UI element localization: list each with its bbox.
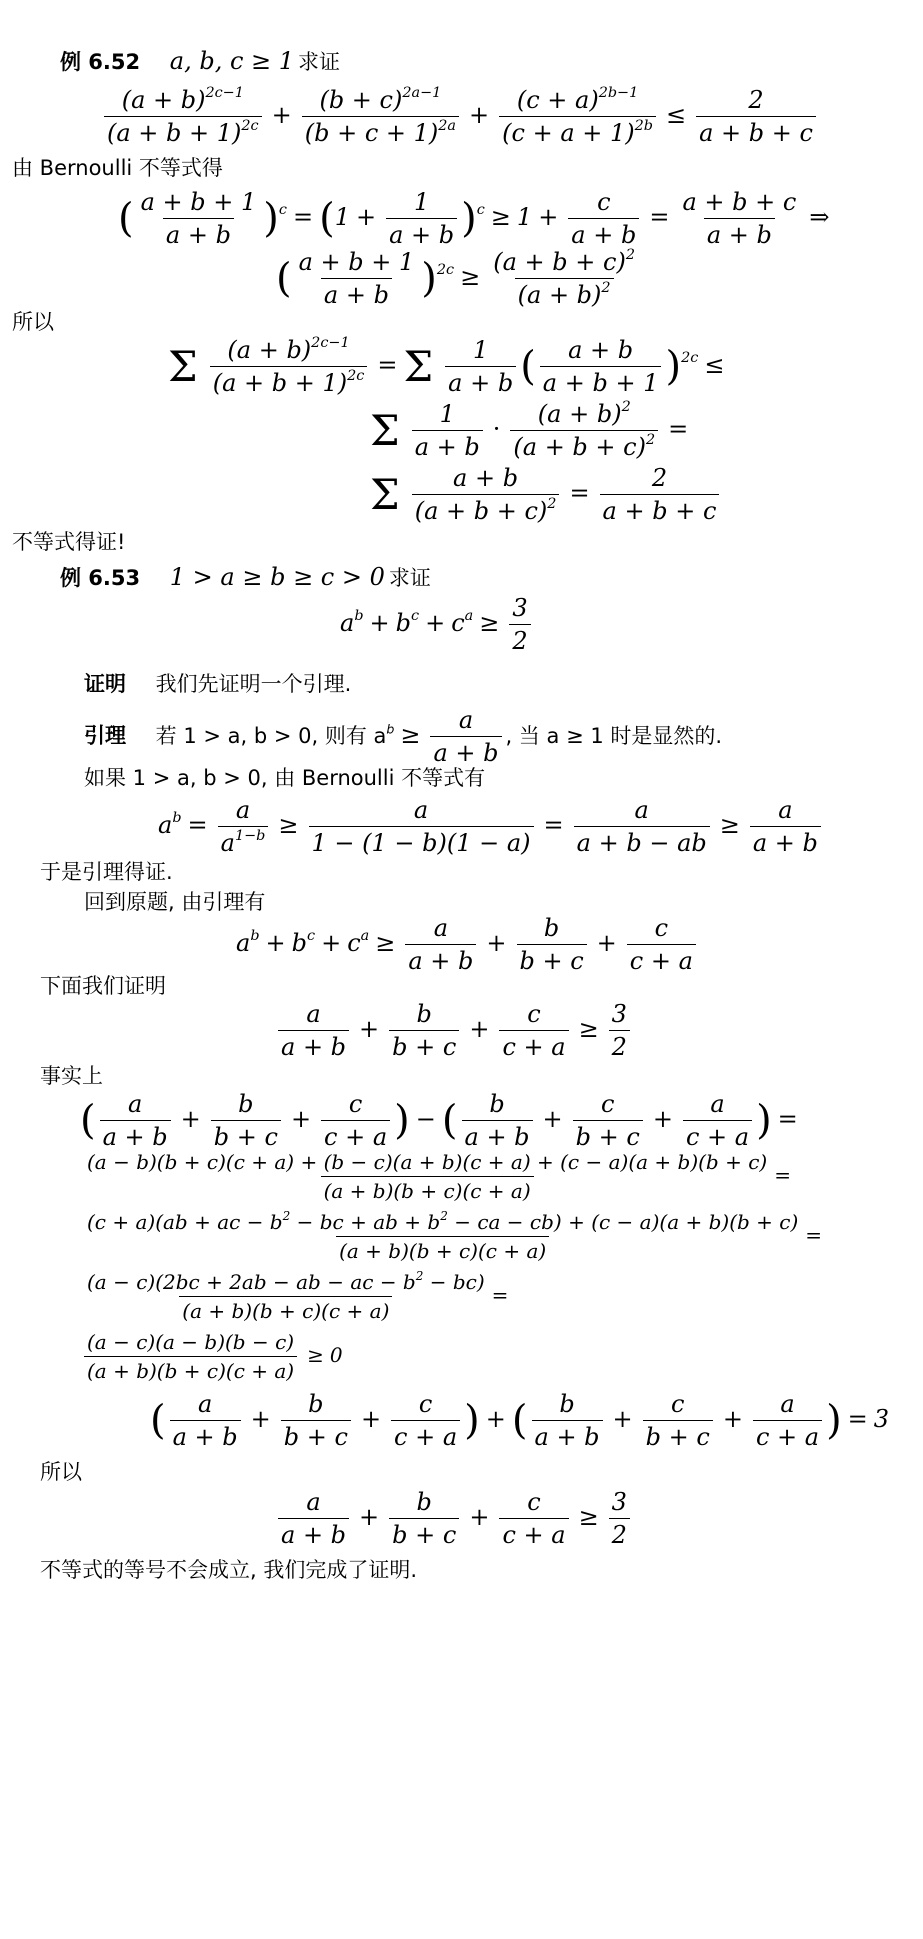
difference-equation-5: $\frac{(a - c)(a - b)(b - c)}{(a + b)(b + c)(c + a)}$ ≥ 0 <box>80 1330 343 1383</box>
if-text: 如果 1 > a, b > 0, 由 Bernoulli 不等式有 <box>84 766 486 790</box>
proved-text-1: 不等式得证! <box>12 530 126 554</box>
example-condition-2: 1 > a ≥ b ≥ c > 0 <box>169 563 385 591</box>
sum-three-equation: ( $\frac{a}{a + b}$ + $\frac{b}{b + c}$ + $\frac{c}{c + a}$ ) + ( $\frac{b}{a + b}$ + $\frac{c}{b + c}$ + $\frac{a}{c + a}$ ) = 3 <box>150 1390 890 1451</box>
apply-lemma-equation: $a^b + b^c + c^a$ ≥ $\frac{a}{a + b}$ + $\frac{b}{b + c}$ + $\frac{c}{c + a}$ <box>236 914 700 975</box>
problem-statement-equation: $\frac{(a + b)^{2c-1}}{(a + b + 1)^{2c}}$ + $\frac{(b + c)^{2a-1}}{(b + c + 1)^{2a}}$ + $\frac{(c + a)^{2b-1}}{(c + a + 1)^{2b}}$ ≤ $\frac{2}{a + b + c}$ <box>100 86 820 147</box>
lemma-post: , 当 a ≥ 1 时是显然的. <box>505 723 723 748</box>
proof-text: 我们先证明一个引理. <box>155 672 352 696</box>
example-6-52-heading <box>60 46 340 76</box>
proof-label: 证明 <box>84 672 126 696</box>
therefore-label-1: 所以 <box>12 310 54 334</box>
difference-equation-2: (a − b)(b + c)(c + a) + (b − c)(a + b)(c + a) + (c − a)(a + b)(b + c) (a + b)(b + c)(c + a) = <box>87 1150 791 1203</box>
sum-equation-3: Σ $\frac{a + b}{(a + b + c)^2}$ = $\frac{2}{a + b + c}$ <box>370 464 723 525</box>
therefore-label-2: 所以 <box>40 1460 82 1484</box>
example-label-2: 例 6.53 <box>60 566 141 590</box>
lemma-label: 引理 <box>84 723 126 748</box>
back-text: 回到原题, 由引理有 <box>84 890 266 914</box>
example-ask: 求证 <box>298 50 341 74</box>
fact-text: 事实上 <box>40 1064 103 1088</box>
difference-equation-3: (c + a)(ab + ac − $b^2$ − bc + ab + $b^2$ − ca − cb) + (c − a)(a + b)(b + c) (a + b)(b + c)(c + a) = <box>87 1209 823 1263</box>
difference-equation-4: $\frac{(a - c)(2bc + 2ab - ab - ac - b^2 - bc)}{(a + b)(b + c)(c + a)}$ = <box>87 1269 509 1323</box>
bernoulli-equation-1: ( $\frac{a + b + 1}{a + b}$ )$^c$ = (1 + $\frac{1}{a + b}$ )$^c$ ≥ 1 + $\frac{c}{a + b}$ = $\frac{a + b + c}{a + b}$ ⇒ <box>118 188 830 249</box>
example-ask-2: 求证 <box>388 566 431 590</box>
sum-equation-2: Σ $\frac{1}{a + b}$ · $\frac{(a + b)^2}{(a + b + c)^2}$ = <box>370 399 689 461</box>
proof-line <box>84 668 351 698</box>
lemma-done: 于是引理得证. <box>40 860 173 884</box>
sum-equation-1: Σ $\frac{(a + b)^{2c-1}}{(a + b + 1)^{2c}}$ = Σ $\frac{1}{a + b}$ ( $\frac{a + b}{a + b + 1}$ )$^{2c}$ ≤ <box>168 335 725 397</box>
example-label: 例 6.52 <box>60 50 141 74</box>
problem-statement-equation-2: $a^b + b^c + c^a$ ≥ $\frac{3}{2}$ <box>340 594 535 655</box>
bernoulli-intro: 由 Bernoulli 不等式得 <box>12 156 223 180</box>
lemma-pre: 若 1 > a, b > 0, 则有 a <box>155 723 387 748</box>
below-text: 下面我们证明 <box>40 974 166 998</box>
example-6-53-heading <box>60 562 431 592</box>
lemma-equation: $a^b$ = $\frac{a}{a^{1-b}}$ ≥ $\frac{a}{1 - (1 - b)(1 - a)}$ = $\frac{a}{a + b - ab}$ ≥ $\frac{a}{a + b}$ <box>158 796 825 857</box>
final-text: 不等式的等号不会成立, 我们完成了证明. <box>40 1558 418 1582</box>
conclusion-equation: $\frac{a}{a + b}$ + $\frac{b}{b + c}$ + $\frac{c}{c + a}$ ≥ $\frac{3}{2}$ <box>274 1488 634 1549</box>
difference-equation-1: ( $\frac{a}{a + b}$ + $\frac{b}{b + c}$ + $\frac{c}{c + a}$ ) − ( $\frac{b}{a + b}$ + $\frac{c}{b + c}$ + $\frac{a}{c + a}$ ) = <box>80 1090 798 1151</box>
lemma-line: 引理 若 1 > a, b > 0, 则有 $a^b$ ≥ $\frac{a}{a + b}$ , 当 a ≥ 1 时是显然的. <box>84 706 723 767</box>
example-condition: a, b, c ≥ 1 <box>169 47 295 75</box>
bernoulli-equation-2: ( $\frac{a + b + 1}{a + b}$ )$^{2c}$ ≥ $\frac{(a + b + c)^2}{(a + b)^2}$ <box>276 247 635 309</box>
target-equation: $\frac{a}{a + b}$ + $\frac{b}{b + c}$ + $\frac{c}{c + a}$ ≥ $\frac{3}{2}$ <box>274 1000 634 1061</box>
